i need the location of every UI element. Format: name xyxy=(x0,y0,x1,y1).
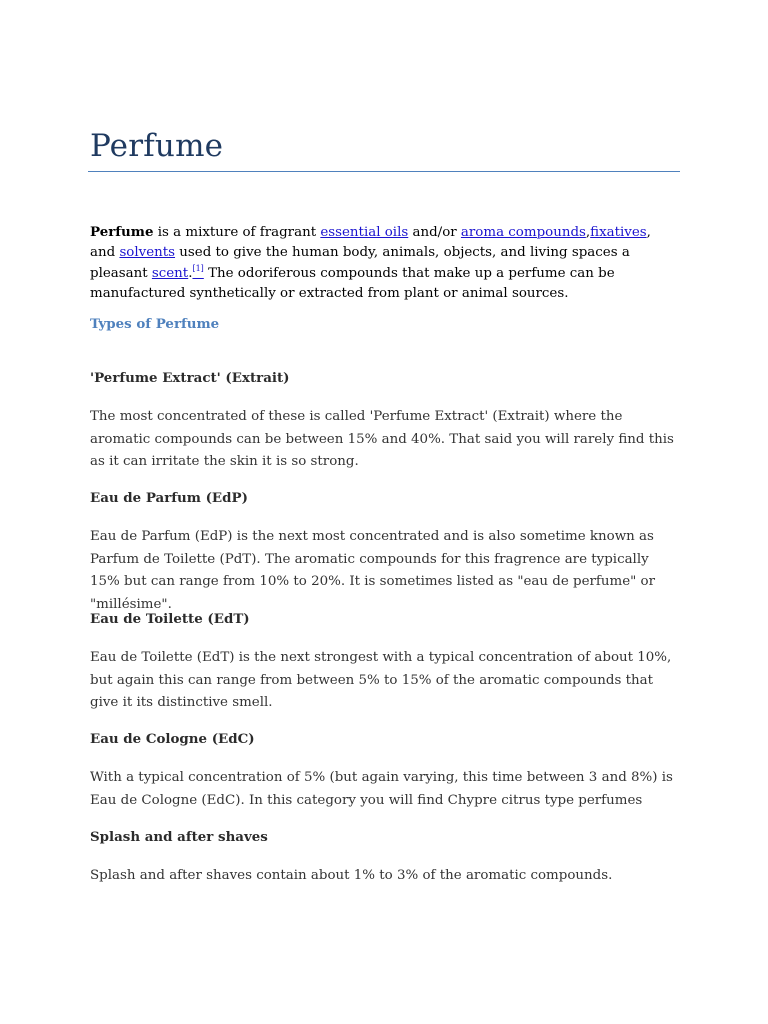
intro-text: and/or xyxy=(408,225,461,240)
page-title: Perfume xyxy=(90,128,224,164)
section-heading: 'Perfume Extract' (Extrait) xyxy=(90,370,290,386)
title-divider xyxy=(88,171,680,172)
section-heading: Eau de Cologne (EdC) xyxy=(90,731,255,747)
intro-paragraph xyxy=(90,222,680,304)
section-heading: Splash and after shaves xyxy=(90,829,268,845)
citation-link[interactable] xyxy=(192,263,204,281)
intro-text: used to give the human body, animals, objects, and living spaces a pleasant xyxy=(90,245,630,281)
section-heading: Eau de Parfum (EdP) xyxy=(90,490,248,506)
link-essential-oils[interactable]: essential oils xyxy=(320,225,409,240)
section-body: With a typical concentration of 5% (but again varying, this time between 3 and 8%) is Eau de Cologne (EdC). In this category you will find Chypre citrus type perfumes xyxy=(90,770,673,808)
link-scent[interactable]: scent xyxy=(151,265,189,281)
intro-text: . xyxy=(188,265,193,281)
section-body: Eau de Toilette (EdT) is the next strongest with a typical concentration of about 10%, but again this can range from between 5% to 15% of the aromatic compounds that give it its distinctive smell. xyxy=(90,650,672,711)
intro-text: , xyxy=(585,225,591,240)
section-body: Eau de Parfum (EdP) is the next most concentrated and is also sometime known as Parfum de Toilette (PdT). The aromatic compounds for this fragrence are typically 15% but can range from 10% to 20%. It is sometimes listed as "eau de perfume" or "millésime". xyxy=(90,529,656,613)
citation-marker: [1] xyxy=(192,263,204,273)
intro-text: , and xyxy=(90,225,651,261)
intro-text: is a mixture of fragrant xyxy=(153,225,321,240)
link-solvents[interactable]: solvents xyxy=(119,245,176,261)
link-fixatives[interactable]: fixatives xyxy=(590,225,647,240)
section-heading: Eau de Toilette (EdT) xyxy=(90,611,250,627)
section-body: The most concentrated of these is called 'Perfume Extract' (Extrait) where the aromatic compounds can be between 15% and 40%. That said you will rarely find this as it can irritate the skin it is so strong. xyxy=(90,409,674,470)
link-aroma-compounds[interactable]: aroma compounds xyxy=(460,225,586,240)
intro-bold-term: Perfume xyxy=(90,224,154,240)
types-heading: Types of Perfume xyxy=(90,316,220,332)
section-body: Splash and after shaves contain about 1% to 3% of the aromatic compounds. xyxy=(90,868,613,883)
intro-text: The odoriferous compounds that make up a perfume can be manufactured synthetically or extracted from plant or animal sources. xyxy=(90,265,615,301)
